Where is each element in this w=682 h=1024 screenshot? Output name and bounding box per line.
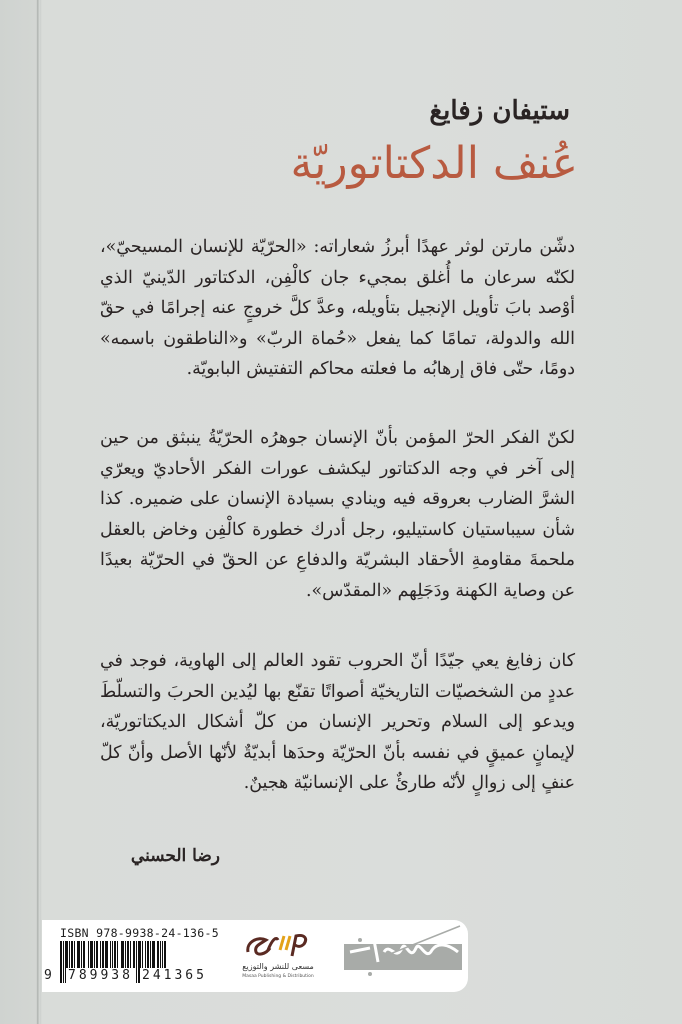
paragraph-text: لكنّ الفكر الحرّ المؤمن بأنّ الإنسان جوهرُه الحرّيّةُ ينبثق من حين إلى آخر في وجه الدكتاتور ليكشف عورات الفكر الأحاديّ ويعرّي الشرَّ الضارب بعروقه فيه وينادي بسيادة الإنسان على ضميره. كذا شأن سيباستيان كاستيليو، رجل أدرك خطورة كالْفِن وخاض بالعقل ملحمةَ مقاومةِ الأحقاد البشريّة والدفاعِ عن الحقّ في الحرّيّة بعيدًا عن وصاية الكهنة ودَجَلِهم «المقدّس». bbox=[100, 428, 575, 601]
publisher-name-english: Masaa Publishing & Distribution bbox=[242, 974, 314, 979]
barcode-lead-digit: 9 bbox=[44, 968, 55, 983]
imprint-logo bbox=[340, 922, 468, 988]
isbn-label: ISBN 978-9938-24-136-5 bbox=[60, 926, 219, 940]
paragraph-text: كان زفايغ يعي جيّدًا أنّ الحروب تقود العالم إلى الهاوية، فوجد في عددٍ من الشخصيّات التاريخيّة أصواتًا تقنّع بها ليُدين الحربَ والتسلّطَ ويدعو إلى السلام وتحرير الإنسان من كلّ أشكال الديكتاتوريّة، لإيمانٍ عميقٍ في نفسه بأنّ الحرّيّة وحدَها أبديّةٌ لأنّها الأصل وأنّ كلّ عنفٍ إلى زوالٍ لأنّه طارئٌ على الإنسانيّة هجينٌ. bbox=[100, 651, 575, 793]
publisher-logo-icon bbox=[244, 928, 312, 960]
cover-hinge-fold bbox=[37, 0, 40, 1024]
book-title: عُنف الدكتاتوريّة bbox=[290, 138, 578, 189]
barcode-group-1: 789938 bbox=[68, 968, 133, 983]
blurb-signature: رضا الحسني bbox=[130, 846, 220, 866]
blurb-paragraph-1 bbox=[100, 232, 575, 385]
publisher-name-arabic: مسعى للنشر والتوزيع bbox=[242, 962, 314, 971]
paragraph-text: دشّن مارتن لوثر عهدًا أبرزُ شعاراته: «الحرّيّة للإنسان المسيحيّ»، لكنّه سرعان ما أُغلق بمجيء جان كالْفِن، الدكتاتور الدّينيّ الذي أوْصد بابَ تأويل الإنجيل بتأويله، وعدَّ كلَّ خروجٍ عنه إجرامًا في حقّ الله والدولة، تمامًا كما يفعل «حُماة الربّ» و«الناطقون باسمه» دومًا، حتّى فاق إرهابُه ما فعلته محاكم التفتيش البابويّة. bbox=[100, 237, 575, 379]
author-name: ستيفان زفايغ bbox=[429, 96, 570, 126]
blurb-paragraph-3 bbox=[100, 646, 575, 799]
calligraphy-icon bbox=[340, 922, 468, 988]
barcode-group-2: 241365 bbox=[142, 968, 207, 983]
blurb-paragraph-2 bbox=[100, 423, 575, 606]
publisher-logo bbox=[238, 928, 318, 988]
